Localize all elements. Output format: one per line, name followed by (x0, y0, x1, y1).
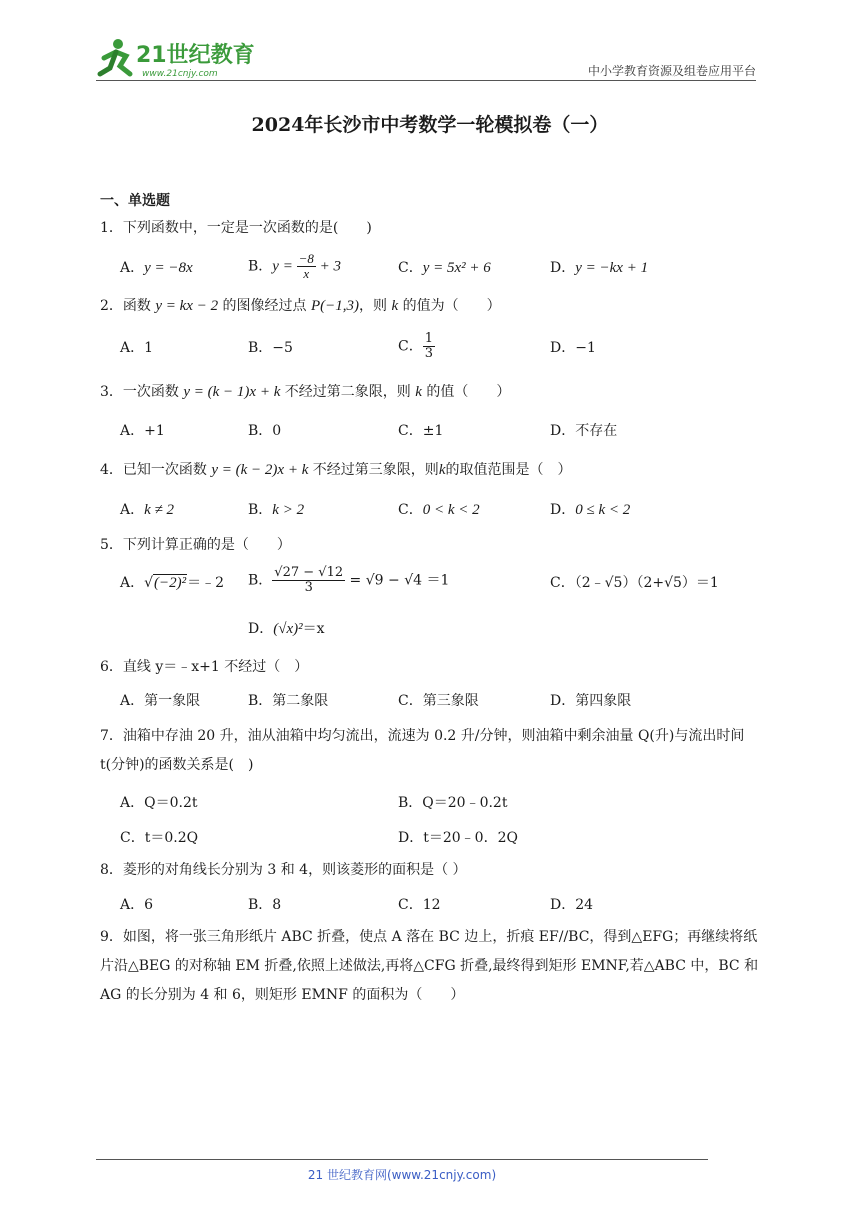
q2-option-d: D．−1 (550, 340, 596, 356)
q6-option-a: A．第一象限 (120, 693, 201, 709)
question-4-stem: 4．已知一次函数 y = (k − 2)x + k 不经过第三象限，则k的取值范围是（ ） (100, 462, 572, 478)
question-9-stem: 9．如图，将一张三角形纸片 ABC 折叠，使点 A 落在 BC 边上，折痕 EF//BC，得到△EFG；再继续将纸片沿△BEG 的对称轴 EM 折叠,依照上述做法,再将△CFG 折叠,最终得到矩形 EMNF,若△ABC 中，BC 和 AG 的长分别为 4 和 6，则矩形 EMNF 的面积为（ ） (100, 929, 759, 1003)
header-divider (96, 80, 756, 81)
q2-option-c: C． $\frac{1}{3}$ (398, 331, 433, 361)
q2-option-a: A．1 (120, 340, 154, 356)
q8-option-d: D．24 (550, 897, 594, 913)
q1-option-b: B．y = $\frac{-8}{x}$ + 3 (248, 251, 341, 281)
q4-option-d: D．0 ≤ k < 2 (550, 502, 631, 518)
site-logo (96, 36, 266, 80)
question-8-stem: 8．菱形的对角线长分别为 3 和 4，则该菱形的面积是（ ） (100, 862, 467, 878)
runner-icon (100, 39, 130, 74)
question-1-stem: 1．下列函数中，一定是一次函数的是( ) (100, 220, 372, 236)
q8-option-a: A．6 (120, 897, 154, 913)
question-6-stem: 6．直线 y＝﹣x+1 不经过（ ） (100, 659, 309, 675)
q5-option-d: D．(√x)²＝x (248, 621, 325, 637)
q4-option-b: B．k > 2 (248, 502, 305, 518)
q8-option-c: C．12 (398, 897, 441, 913)
q7-option-d: D．t＝20﹣0．2Q (398, 830, 518, 846)
q3-option-d: D．不存在 (550, 423, 618, 439)
logo-text: 21世纪教育 (136, 43, 255, 68)
logo-url: www.21cnjy.com (142, 69, 218, 79)
q1-option-a: A．y = −8x (120, 260, 193, 276)
q6-option-d: D．第四象限 (550, 693, 632, 709)
q7-option-a: A．Q＝0.2t (120, 795, 198, 811)
q4-option-a: A．k ≠ 2 (120, 502, 175, 518)
q1-option-d: D．y = −kx + 1 (550, 260, 649, 276)
q8-option-b: B．8 (248, 897, 282, 913)
q7-option-b: B．Q＝20﹣0.2t (398, 795, 508, 811)
q2-option-b: B．−5 (248, 340, 293, 356)
q5-option-c: C．（2﹣√5）（2+√5）＝1 (550, 575, 719, 591)
question-7-stem: 7．油箱中存油 20 升，油从油箱中均匀流出，流速为 0.2 升/分钟，则油箱中剩余油量 Q(升)与流出时间 t(分钟)的函数关系是( ) (100, 728, 745, 773)
footer-text: 21 世纪教育网(www.21cnjy.com) (307, 1168, 497, 1182)
page-title: 2024年长沙市中考数学一轮模拟卷（一） (251, 114, 609, 136)
q3-option-b: B．0 (248, 423, 282, 439)
question-2-stem: 2．函数 y = kx − 2 的图像经过点 P(−1,3)，则 k 的值为（ ） (100, 298, 501, 314)
q3-option-a: A．+1 (120, 423, 165, 439)
q1-option-c: C．y = 5x² + 6 (398, 260, 491, 276)
q3-option-c: C．±1 (398, 423, 444, 439)
question-5-stem: 5．下列计算正确的是（ ） (100, 537, 291, 553)
section-heading: 一、单选题 (100, 193, 170, 209)
platform-name: 中小学教育资源及组卷应用平台 (587, 64, 756, 78)
q5-option-a: A．√(−2)²＝﹣2 (120, 575, 225, 591)
q6-option-c: C．第三象限 (398, 693, 479, 709)
q4-option-c: C．0 < k < 2 (398, 502, 480, 518)
question-3-stem: 3．一次函数 y = (k − 1)x + k 不经过第二象限，则 k 的值（ ） (100, 384, 511, 400)
footer-divider (96, 1159, 708, 1160)
q5-option-b: B． $\frac{√27 - √12}{3}$ = √9 − √4 ＝1 (248, 565, 450, 595)
q6-option-b: B．第二象限 (248, 693, 329, 709)
q7-option-c: C．t＝0.2Q (120, 830, 199, 846)
